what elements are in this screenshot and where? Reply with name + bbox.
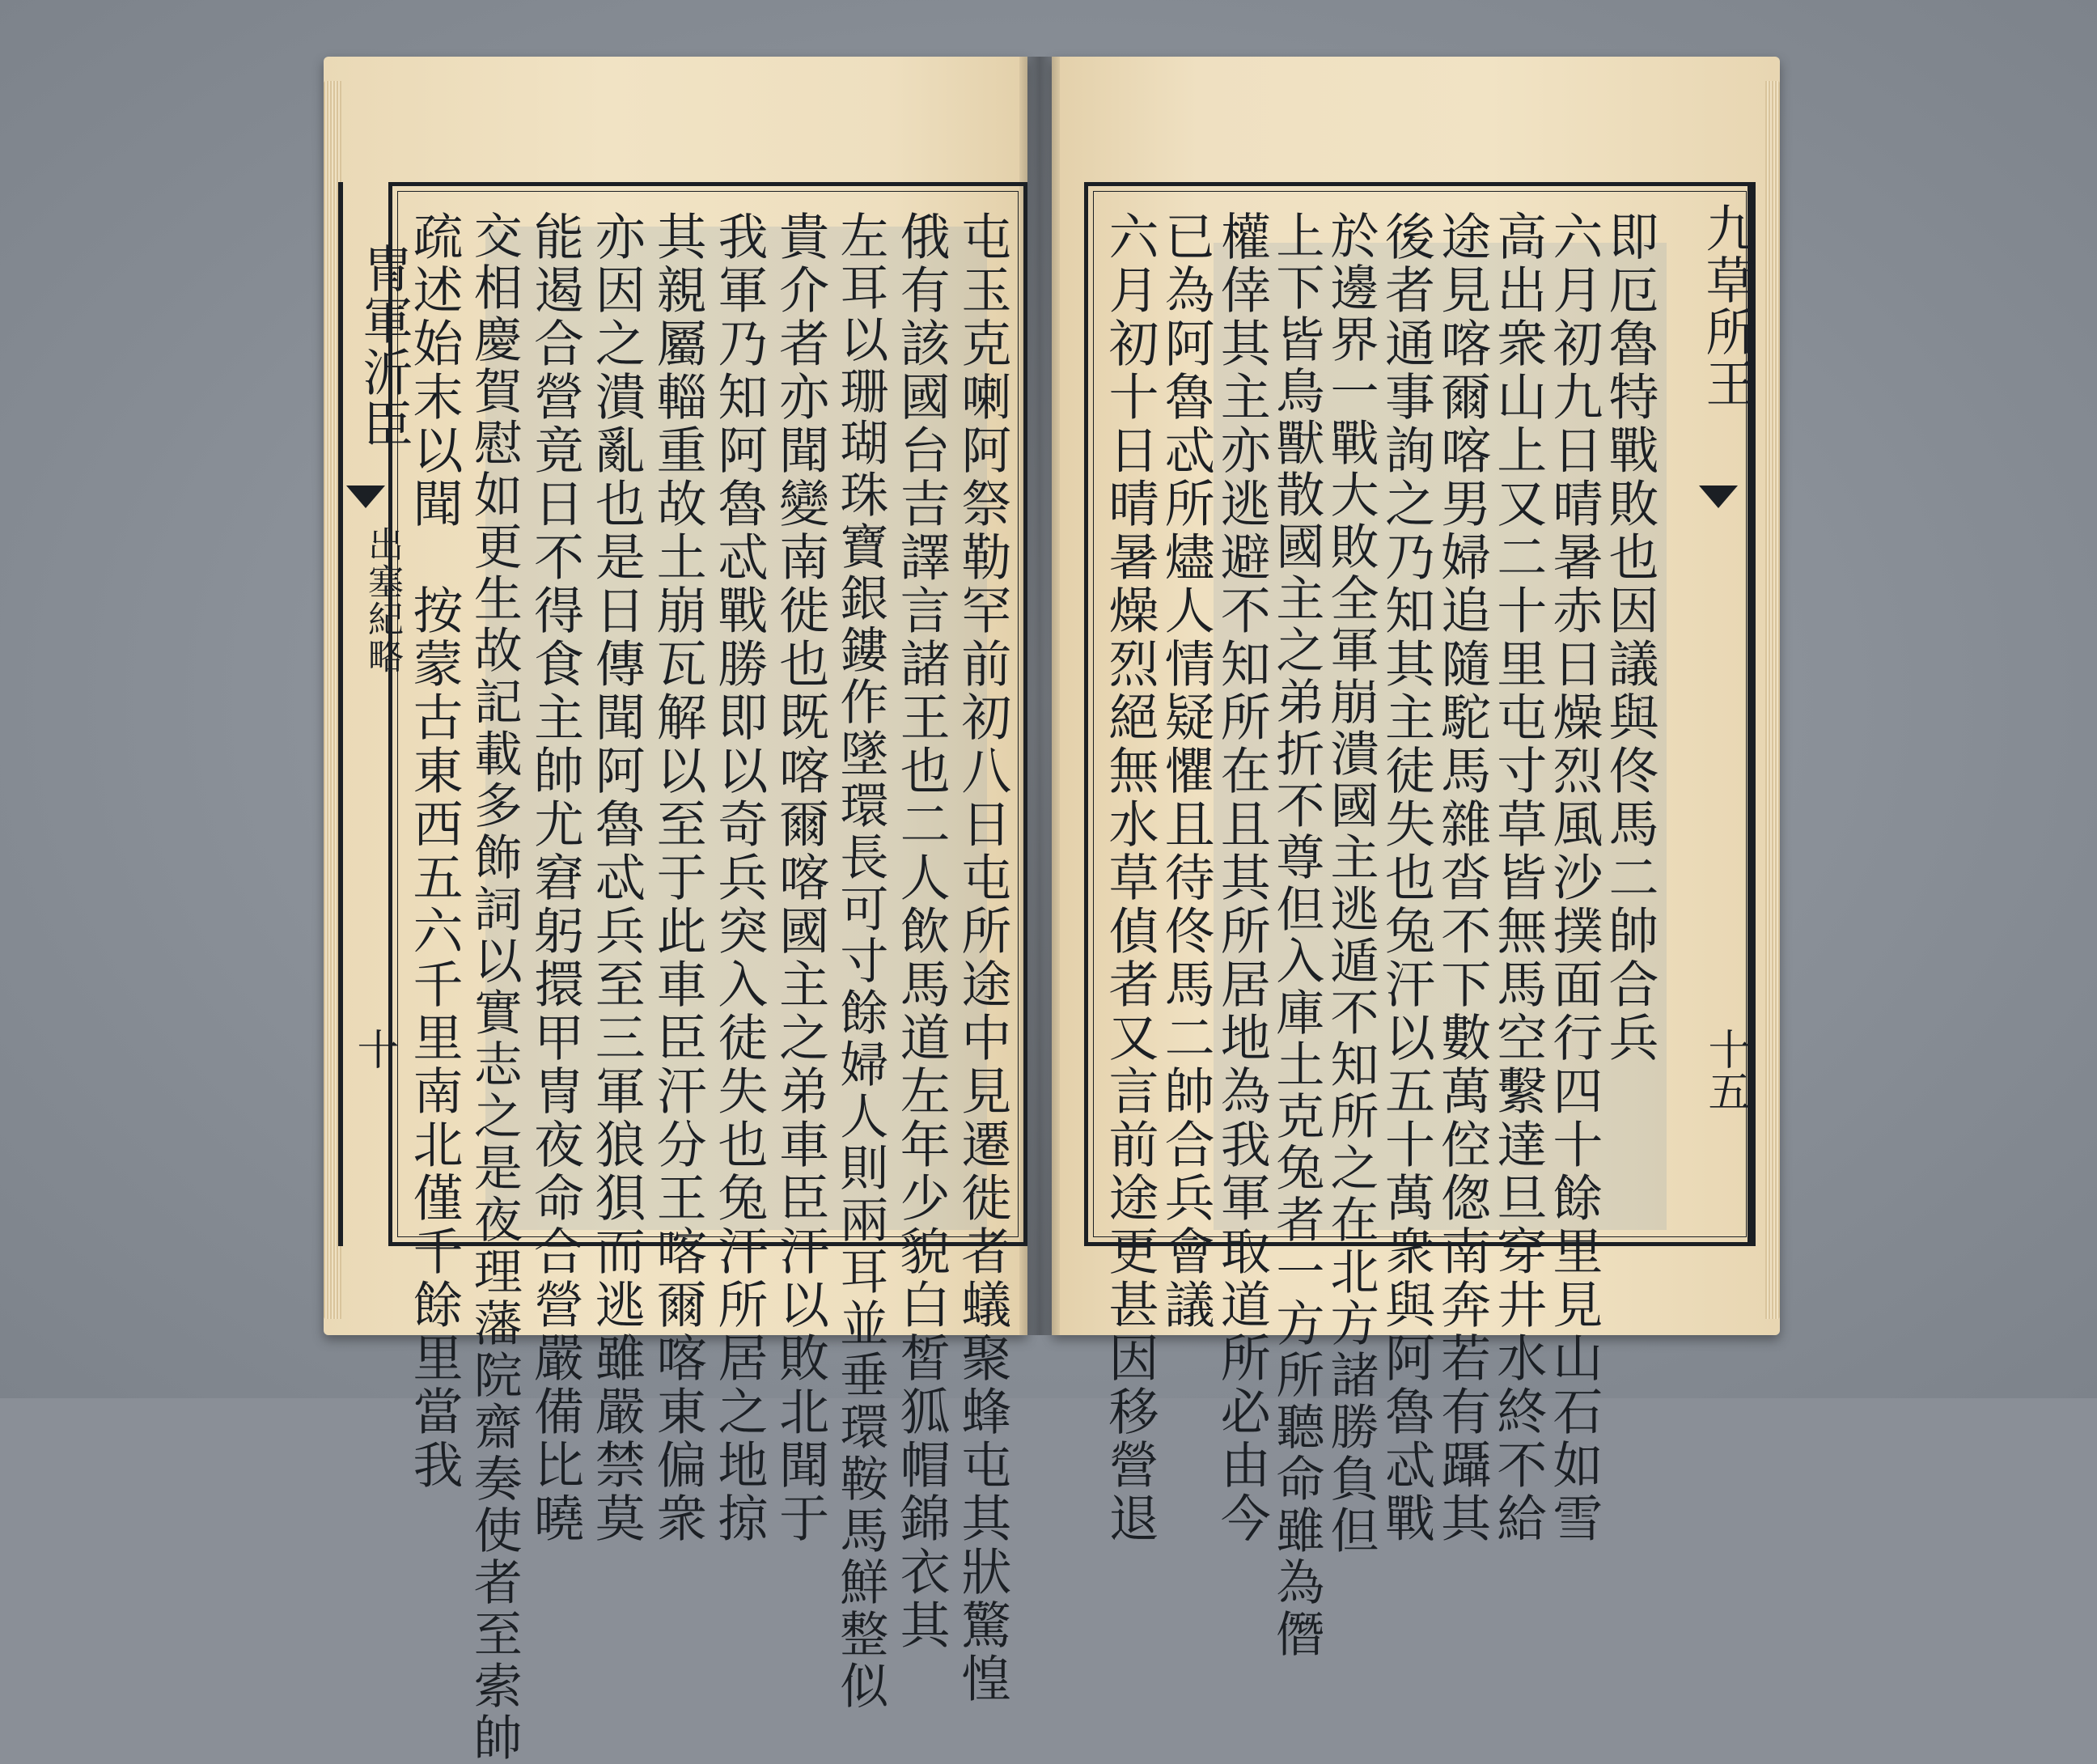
left-column-2: 俄有該國台吉譯言諸王也二人飲馬道左年少貌白皙狐帽錦衣其 <box>892 210 951 1652</box>
left-column-9: 交相慶賀慰如更生故記載多飾詞以實志之是夜理藩院齋奏使者至索帥 <box>465 210 523 1764</box>
left-fishtail-mark <box>346 486 385 508</box>
right-fishtail-mark <box>1699 486 1738 508</box>
left-column-5: 我軍乃知阿魯忒戰勝即以奇兵突入徒失也兔汗所居之地掠 <box>709 210 769 1546</box>
left-folio-number: 十 <box>350 1028 398 1070</box>
left-margin-rule <box>338 182 343 1246</box>
right-column-5: 後者通事詢之乃知其主徒失也兔汗以五十萬衆與阿魯忒戰 <box>1376 210 1436 1546</box>
left-column-1: 屯玉克喇阿祭勒罕前初八日屯所途中見遷徙者蟻聚蜂屯其狀驚惶 <box>952 210 1012 1706</box>
right-folio-number: 十五 <box>1701 1028 1749 1112</box>
right-column-7: 上下皆鳥獸散國主之弟折不尊但入庫土克兔者一方所聽命雖為僭 <box>1268 210 1325 1660</box>
right-text-columns <box>1100 210 1659 1660</box>
right-column-9: 已為阿魯忒所燼人情疑懼且待佟馬二帥合兵會議 <box>1156 210 1216 1332</box>
left-text-columns <box>405 210 1012 1764</box>
right-margin-title: 九草所王 <box>1697 202 1756 409</box>
left-column-7: 亦因之潰亂也是日傳聞阿魯忒兵至三軍狼狽而逃雖嚴禁莫 <box>587 210 646 1546</box>
right-text-frame <box>1084 182 1756 1660</box>
left-margin-title: 冑軍沂臣 <box>354 243 413 450</box>
left-margin-subtitle: 出塞紀略 <box>362 526 403 675</box>
right-column-1: 即厄魯特戰敗也因議與佟馬二帥合兵 <box>1599 210 1659 1065</box>
right-column-10: 六月初十日晴暑燥烈絕無水草偵者又言前途更甚因移營退 <box>1100 210 1159 1546</box>
left-column-4: 貴介者亦聞變南徙也既喀爾喀國主之弟車臣汗以敗北聞于 <box>770 210 830 1546</box>
left-text-frame <box>388 182 1027 1764</box>
right-column-2: 六月初九日晴暑赤日燥烈風沙撲面行四十餘里見山石如雪 <box>1544 210 1603 1546</box>
left-column-6: 其親屬輜重故土崩瓦解以至于此車臣汗分王喀爾喀東偏衆 <box>648 210 708 1546</box>
right-column-6: 於邊界一戰大敗全軍崩潰國主逃遁不知所之在北方諸勝負但 <box>1322 210 1379 1557</box>
page-edges-right <box>1765 81 1780 1319</box>
left-column-8: 能遏合營竟日不得食主帥尤窘躬擐甲冑夜命合營嚴備比曉 <box>525 210 585 1546</box>
left-column-3: 左耳以珊瑚珠寶銀鏤作墜環長可寸餘婦人則兩耳並垂環鞍馬鮮整似 <box>832 210 889 1712</box>
right-column-8: 權倖其主亦逃避不知所在且其所居地為我軍取道所必由今 <box>1212 210 1272 1546</box>
right-column-3: 高出衆山上又二十里屯寸草皆無馬空繫達旦穿井水終不給 <box>1488 210 1548 1546</box>
left-column-10: 疏述始末以聞 按蒙古東西五六千里南北僅千餘里當我 <box>405 210 464 1492</box>
right-column-4: 途見喀爾喀男婦追隨駝馬雜沓不下數萬倥偬南奔若有躡其 <box>1432 210 1492 1546</box>
